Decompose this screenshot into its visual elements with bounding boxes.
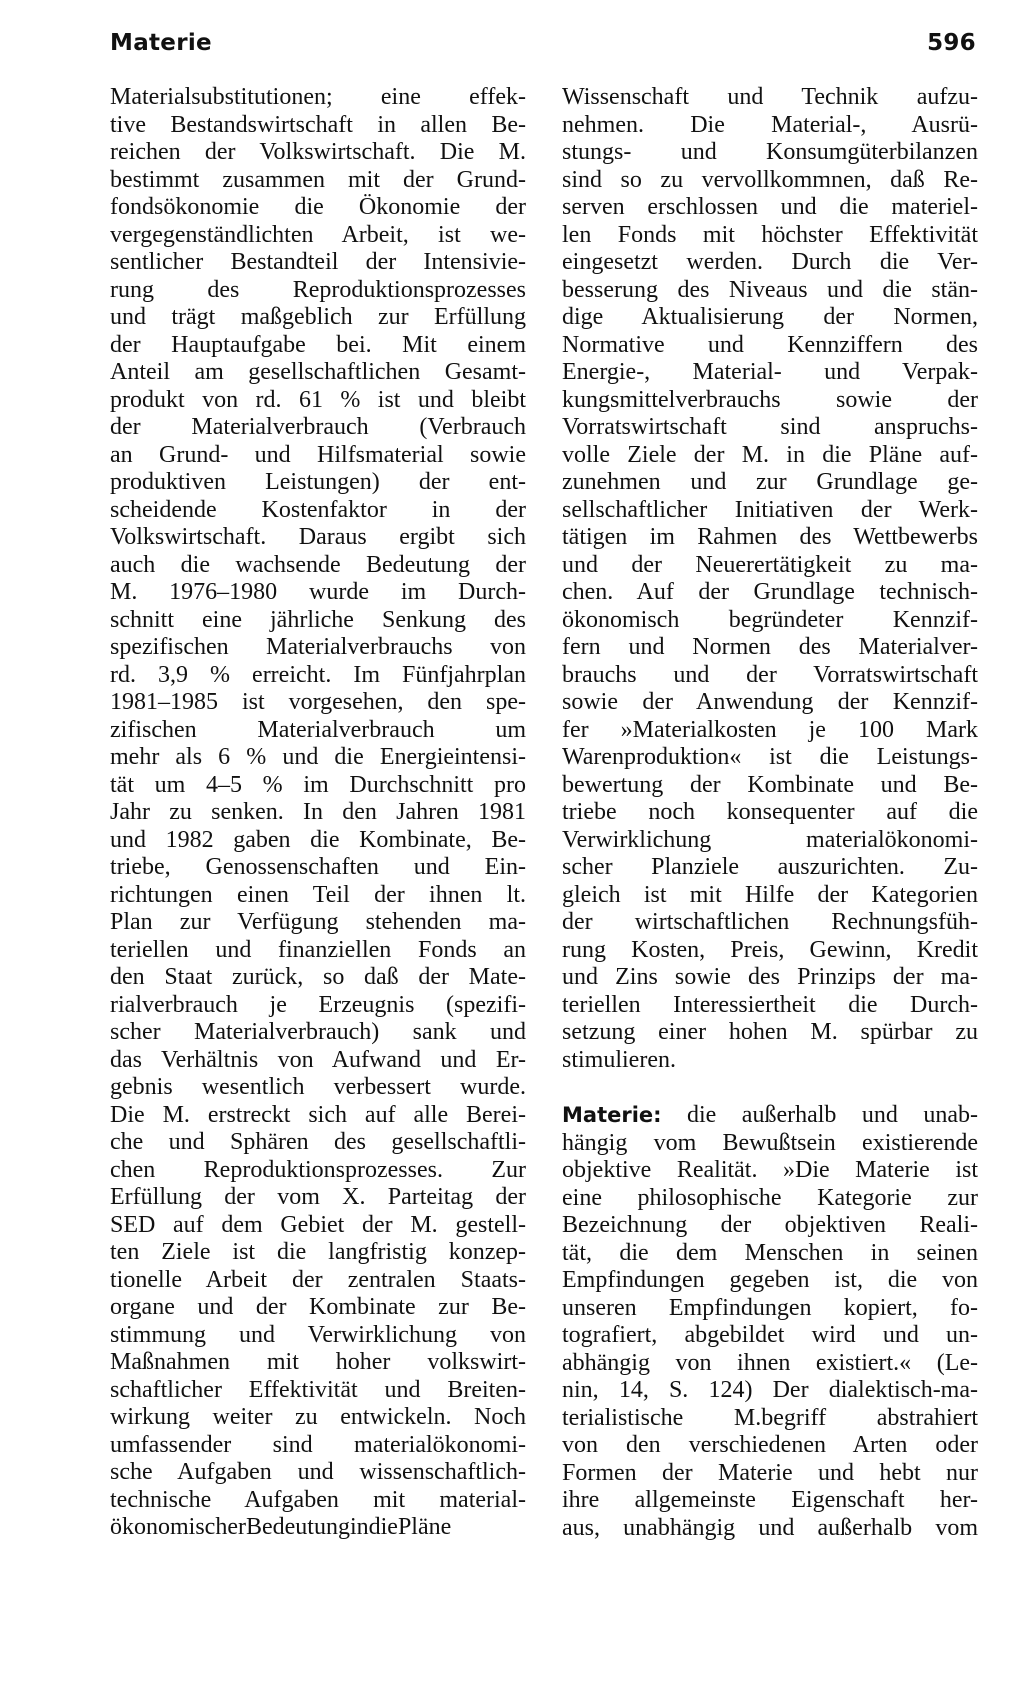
text-line: scheidende Kostenfaktor in der (110, 496, 526, 523)
text-line: Vorratswirtschaft sind anspruchs- (562, 414, 978, 440)
text-line: Die M. erstreckt sich auf alle Berei- (110, 1101, 526, 1128)
text-line: 1981–1985 ist vorgesehen, den spe- (110, 689, 526, 715)
text-line: bewertung der Kombinate und Be- (562, 771, 978, 798)
text-line: triebe, Genossenschaften und Ein- (110, 854, 526, 880)
text-line: aus, unabhängig und außerhalb vom (562, 1514, 978, 1541)
text-line: Formen der Materie und hebt nur (562, 1459, 978, 1486)
text-line: che und Sphären des gesellschaftli- (110, 1129, 526, 1155)
entry-body (562, 1130, 978, 1543)
text-line: Verwirklichung materialökonomi- (562, 826, 978, 853)
text-line: Jahr zu senken. In den Jahren 1981 (110, 799, 526, 825)
text-line: den Staat zurück, so daß der Mate- (110, 964, 526, 990)
text-line: bestimmt zusammen mit der Grund- (110, 166, 526, 193)
entry-spacer (562, 1074, 978, 1102)
text-line: tätigen im Rahmen des Wettbewerbs (562, 524, 978, 550)
text-line: richtungen einen Teil der ihnen lt. (110, 881, 526, 908)
text-line: objektive Realität. »Die Materie ist (562, 1157, 978, 1183)
text-line: ten Ziele ist die langfristig konzep- (110, 1239, 526, 1265)
text-line: rung des Reproduktionsprozesses (110, 276, 526, 303)
text-line: der wirtschaftlichen Rechnungsfüh- (562, 909, 978, 935)
text-line: Empfindungen gegeben ist, die von (562, 1267, 978, 1293)
text-line: kungsmittelverbrauchs sowie der (562, 386, 978, 413)
text-line: eine philosophische Kategorie zur (562, 1184, 978, 1211)
text-line: Plan zur Verfügung stehenden ma- (110, 909, 526, 935)
text-line: setzung einer hohen M. spürbar zu (562, 1019, 978, 1045)
text-line: auch die wachsende Bedeutung der (110, 551, 526, 578)
text-line: tät, die dem Menschen in seinen (562, 1239, 978, 1266)
text-line: nin, 14, S. 124) Der dialektisch-ma- (562, 1377, 978, 1403)
text-line: rialverbrauch je Erzeugnis (spezifi- (110, 991, 526, 1018)
text-line: ökonomisch begründeter Kennzif- (562, 606, 978, 633)
text-line: M. 1976–1980 wurde im Durch- (110, 579, 526, 605)
text-line: produkt von rd. 61 % ist und bleibt (110, 386, 526, 413)
text-line: zunehmen und zur Grundlage ge- (562, 469, 978, 495)
text-line: stimmung und Verwirklichung von (110, 1321, 526, 1348)
text-line: reichen der Volkswirtschaft. Die M. (110, 139, 526, 165)
text-line: ökonomischerBedeutungindiePläne (110, 1514, 452, 1540)
text-line: das Verhältnis von Aufwand und Er- (110, 1046, 526, 1073)
text-line: besserung des Niveaus und die stän- (562, 276, 978, 303)
text-line: rd. 3,9 % erreicht. Im Fünfjahrplan (110, 661, 526, 688)
text-line: sind so zu vervollkommnen, daß Re- (562, 166, 978, 193)
text-line: sche Aufgaben und wissenschaftlich- (110, 1459, 526, 1485)
text-line: fer »Materialkosten je 100 Mark (562, 716, 978, 743)
text-line: chen. Auf der Grundlage technisch- (562, 579, 978, 605)
text-line: volle Ziele der M. in die Pläne auf- (562, 441, 978, 468)
text-line: Erfüllung der vom X. Parteitag der (110, 1184, 526, 1210)
text-line: Volkswirtschaft. Daraus ergibt sich (110, 524, 526, 550)
text-line: gleich ist mit Hilfe der Kategorien (562, 881, 978, 908)
text-line: Energie-, Material- und Verpak- (562, 359, 978, 385)
text-line: teriellen und finanziellen Fonds an (110, 936, 526, 963)
text-line: der Hauptaufgabe bei. Mit einem (110, 331, 526, 358)
text-line: serven erschlossen und die materiel- (562, 194, 978, 220)
text-line: Bezeichnung der objektiven Reali- (562, 1212, 978, 1238)
text-line: teriellen Interessiertheit die Durch- (562, 991, 978, 1018)
text-line: organe und der Kombinate zur Be- (110, 1294, 526, 1320)
text-line: dige Aktualisierung der Normen, (562, 304, 978, 330)
entry-headword: Materie: (562, 1103, 662, 1127)
entry-first-line (562, 1102, 978, 1130)
text-line: und trägt maßgeblich zur Erfüllung (110, 304, 526, 330)
text-line: von den verschiedenen Arten oder (562, 1432, 978, 1458)
text-line: nehmen. Die Material-, Ausrü- (562, 111, 978, 138)
text-line: Materialsubstitutionen; eine effek- (110, 84, 526, 110)
text-line: tive Bestandswirtschaft in allen Be- (110, 111, 526, 138)
text-line: Warenproduktion« ist die Leistungs- (562, 744, 978, 770)
text-line: Normative und Kennziffern des (562, 331, 978, 358)
text-line: sowie der Anwendung der Kennzif- (562, 689, 978, 715)
text-line: triebe noch konsequenter auf die (562, 799, 978, 825)
text-line: tografiert, abgebildet wird und un- (562, 1322, 978, 1348)
text-line: und der Neuerertätigkeit zu ma- (562, 551, 978, 578)
text-line: Maßnahmen mit hoher volkswirt- (110, 1349, 526, 1375)
text-line: len Fonds mit höchster Effektivität (562, 221, 978, 248)
entry-first-line-text: die außerhalb und unab- (661, 1102, 978, 1128)
left-column (110, 84, 526, 1542)
text-line: stimulieren. (562, 1046, 676, 1073)
text-line: technische Aufgaben mit material- (110, 1486, 526, 1513)
text-line: vergegenständlichten Arbeit, ist we- (110, 221, 526, 248)
text-line: zifischen Materialverbrauch um (110, 716, 526, 743)
text-line: hängig vom Bewußtsein existierende (562, 1129, 978, 1156)
text-line: tät um 4–5 % im Durchschnitt pro (110, 771, 526, 798)
continuation-text (562, 84, 978, 1074)
text-line: tionelle Arbeit der zentralen Staats- (110, 1266, 526, 1293)
text-line: fondsökonomie die Ökonomie der (110, 194, 526, 220)
text-line: und Zins sowie des Prinzips der ma- (562, 964, 978, 990)
text-line: spezifischen Materialverbrauchs von (110, 634, 526, 660)
text-line: abhängig von ihnen existiert.« (Le- (562, 1349, 978, 1376)
right-column (562, 84, 978, 1542)
text-line: chen Reproduktionsprozesses. Zur (110, 1156, 526, 1183)
text-line: ihre allgemeinste Eigenschaft her- (562, 1487, 978, 1513)
text-line: wirkung weiter zu entwickeln. Noch (110, 1404, 526, 1430)
text-line: umfassender sind materialökonomi- (110, 1431, 526, 1458)
text-line: produktiven Leistungen) der ent- (110, 469, 526, 495)
text-line: scher Planziele auszurichten. Zu- (562, 854, 978, 880)
text-line: brauchs und der Vorratswirtschaft (562, 661, 978, 688)
dictionary-entry-materie (562, 1102, 978, 1542)
text-line: fern und Normen des Materialver- (562, 634, 978, 660)
text-line: gebnis wesentlich verbessert wurde. (110, 1074, 526, 1100)
text-line: eingesetzt werden. Durch die Ver- (562, 249, 978, 275)
running-title: Materie (110, 30, 212, 56)
text-line: der Materialverbrauch (Verbrauch (110, 414, 526, 440)
text-line: schaftlicher Effektivität und Breiten- (110, 1376, 526, 1403)
text-line: SED auf dem Gebiet der M. gestell- (110, 1211, 526, 1238)
text-line: terialistische M.begriff abstrahiert (562, 1404, 978, 1431)
text-line: unseren Empfindungen kopiert, fo- (562, 1294, 978, 1321)
text-line: Anteil am gesellschaftlichen Gesamt- (110, 359, 526, 385)
text-line: mehr als 6 % und die Energieintensi- (110, 744, 526, 770)
text-line: sentlicher Bestandteil der Intensivie- (110, 249, 526, 275)
running-head (110, 30, 976, 56)
text-line: Wissenschaft und Technik aufzu- (562, 84, 978, 110)
text-line: rung Kosten, Preis, Gewinn, Kredit (562, 936, 978, 963)
text-line: schnitt eine jährliche Senkung des (110, 606, 526, 633)
text-line: stungs- und Konsumgüterbilanzen (562, 139, 978, 165)
text-line: scher Materialverbrauch) sank und (110, 1019, 526, 1045)
text-line: sellschaftlicher Initiativen der Werk- (562, 496, 978, 523)
text-line: an Grund- und Hilfsmaterial sowie (110, 441, 526, 468)
text-line: und 1982 gaben die Kombinate, Be- (110, 826, 526, 853)
page-number: 596 (927, 30, 976, 56)
